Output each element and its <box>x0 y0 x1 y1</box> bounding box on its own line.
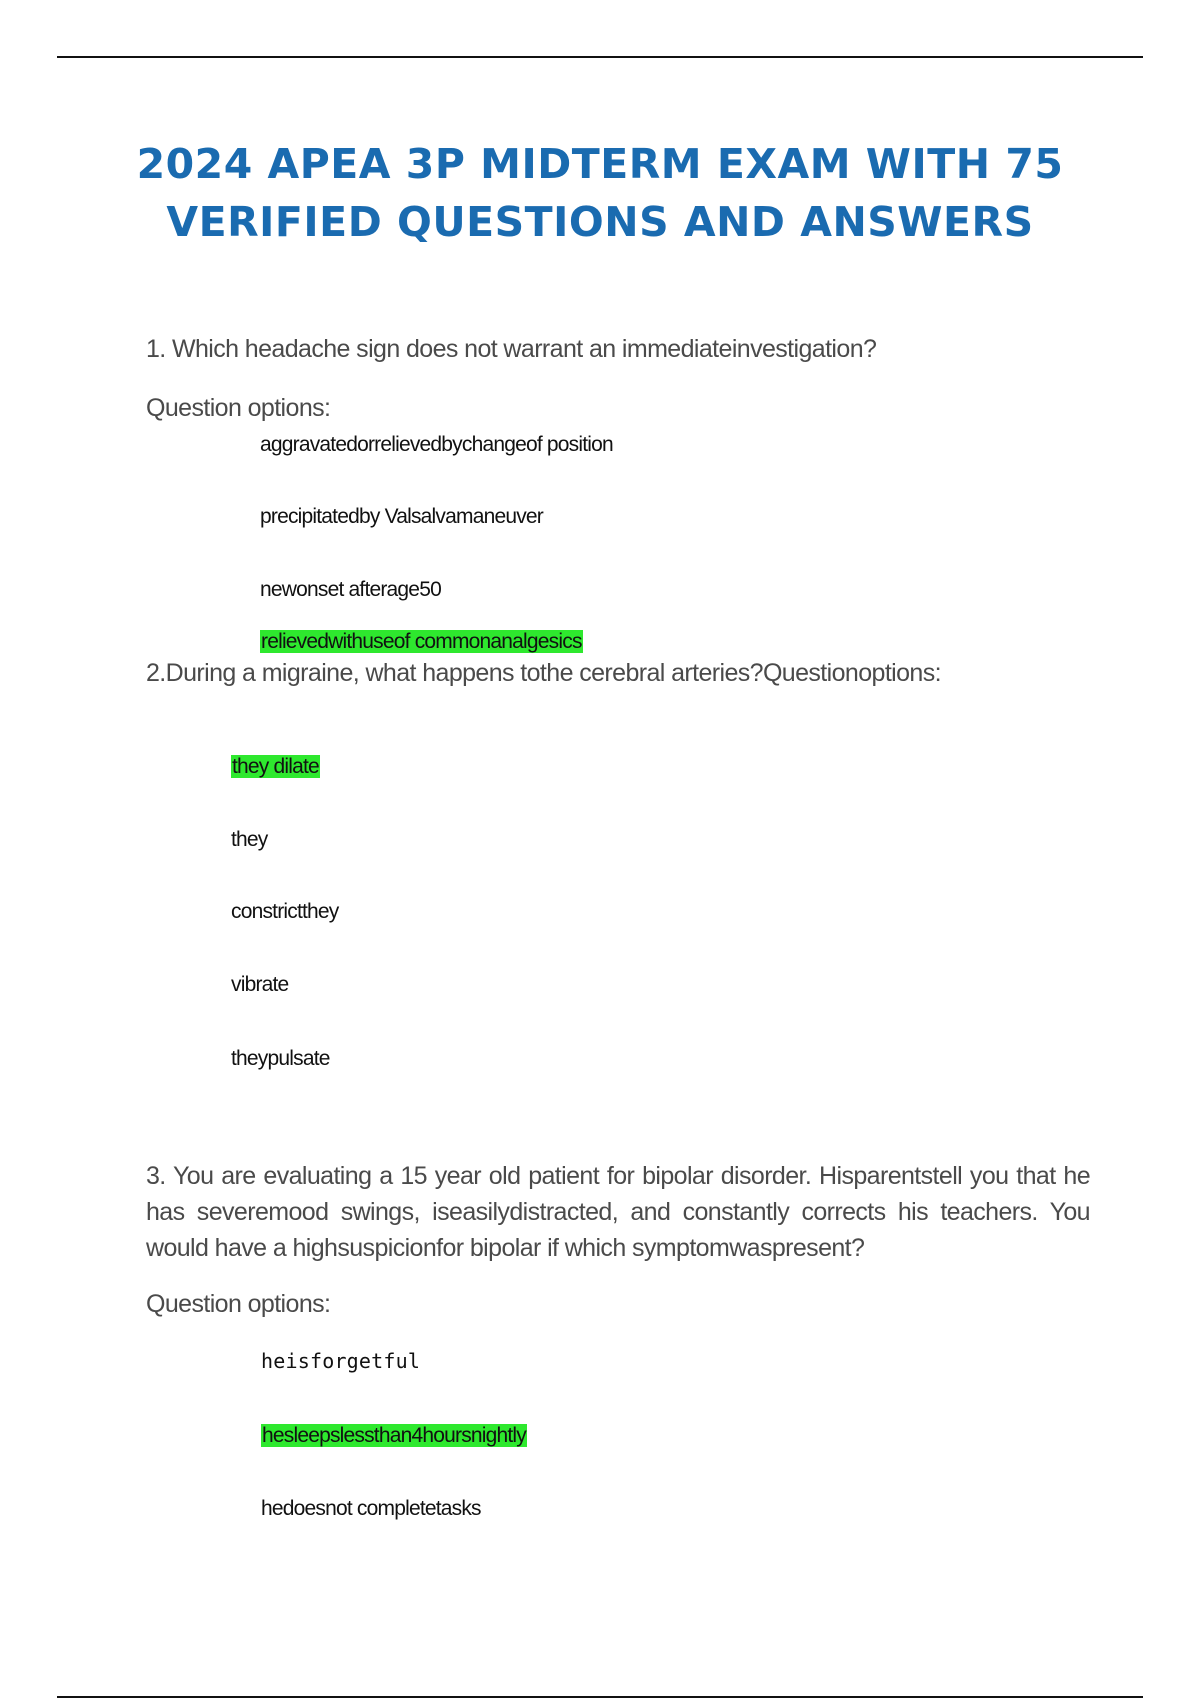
question-2-option-5: theypulsate <box>231 1047 330 1070</box>
question-2-text: 2.During a migraine, what happens tothe cerebral arteries?Questionoptions: <box>146 659 941 687</box>
document-title <box>60 135 1140 251</box>
title-line-2: VERIFIED QUESTIONS AND ANSWERS <box>166 198 1034 246</box>
question-3-text: 3. You are evaluating a 15 year old patient for bipolar disorder. Hisparentstell you that he has severemood swings, iseasilydistracted, and constantly corrects his teachers. You would have a highsuspicionfor bipolar if which symptomwaspresent? <box>146 1162 1090 1262</box>
question-3-option-3: hedoesnot completetasks <box>261 1497 481 1520</box>
question-3-option-2-answer <box>261 1423 527 1449</box>
top-rule <box>57 56 1143 58</box>
question-2-option-2: they <box>231 828 268 851</box>
question-2-option-4: vibrate <box>231 973 289 996</box>
answer-highlight: relievedwithuseof commonanalgesics <box>261 630 582 653</box>
question-3-options-label: Question options: <box>146 1290 331 1318</box>
question-1-options-label: Question options: <box>146 394 331 422</box>
answer-highlight: hesleepslessthan4hoursnightly <box>262 1424 526 1447</box>
question-1-option-3: newonset afterage50 <box>260 578 441 601</box>
question-1-text: 1. Which headache sign does not warrant an immediateinvestigation? <box>146 335 877 363</box>
question-1-option-2: precipitatedby Valsalvamaneuver <box>260 505 543 528</box>
question-3-option-1: heisforgetful <box>261 1349 421 1373</box>
question-1-option-4-answer <box>260 629 583 655</box>
question-2-option-3: constrictthey <box>231 900 339 923</box>
title-line-1: 2024 APEA 3P MIDTERM EXAM WITH 75 <box>136 140 1064 188</box>
bottom-rule <box>57 1696 1143 1698</box>
question-2-option-1-answer <box>231 754 320 780</box>
question-1-option-1: aggravatedorrelievedbychangeof position <box>260 433 613 456</box>
answer-highlight: they dilate <box>232 755 319 778</box>
